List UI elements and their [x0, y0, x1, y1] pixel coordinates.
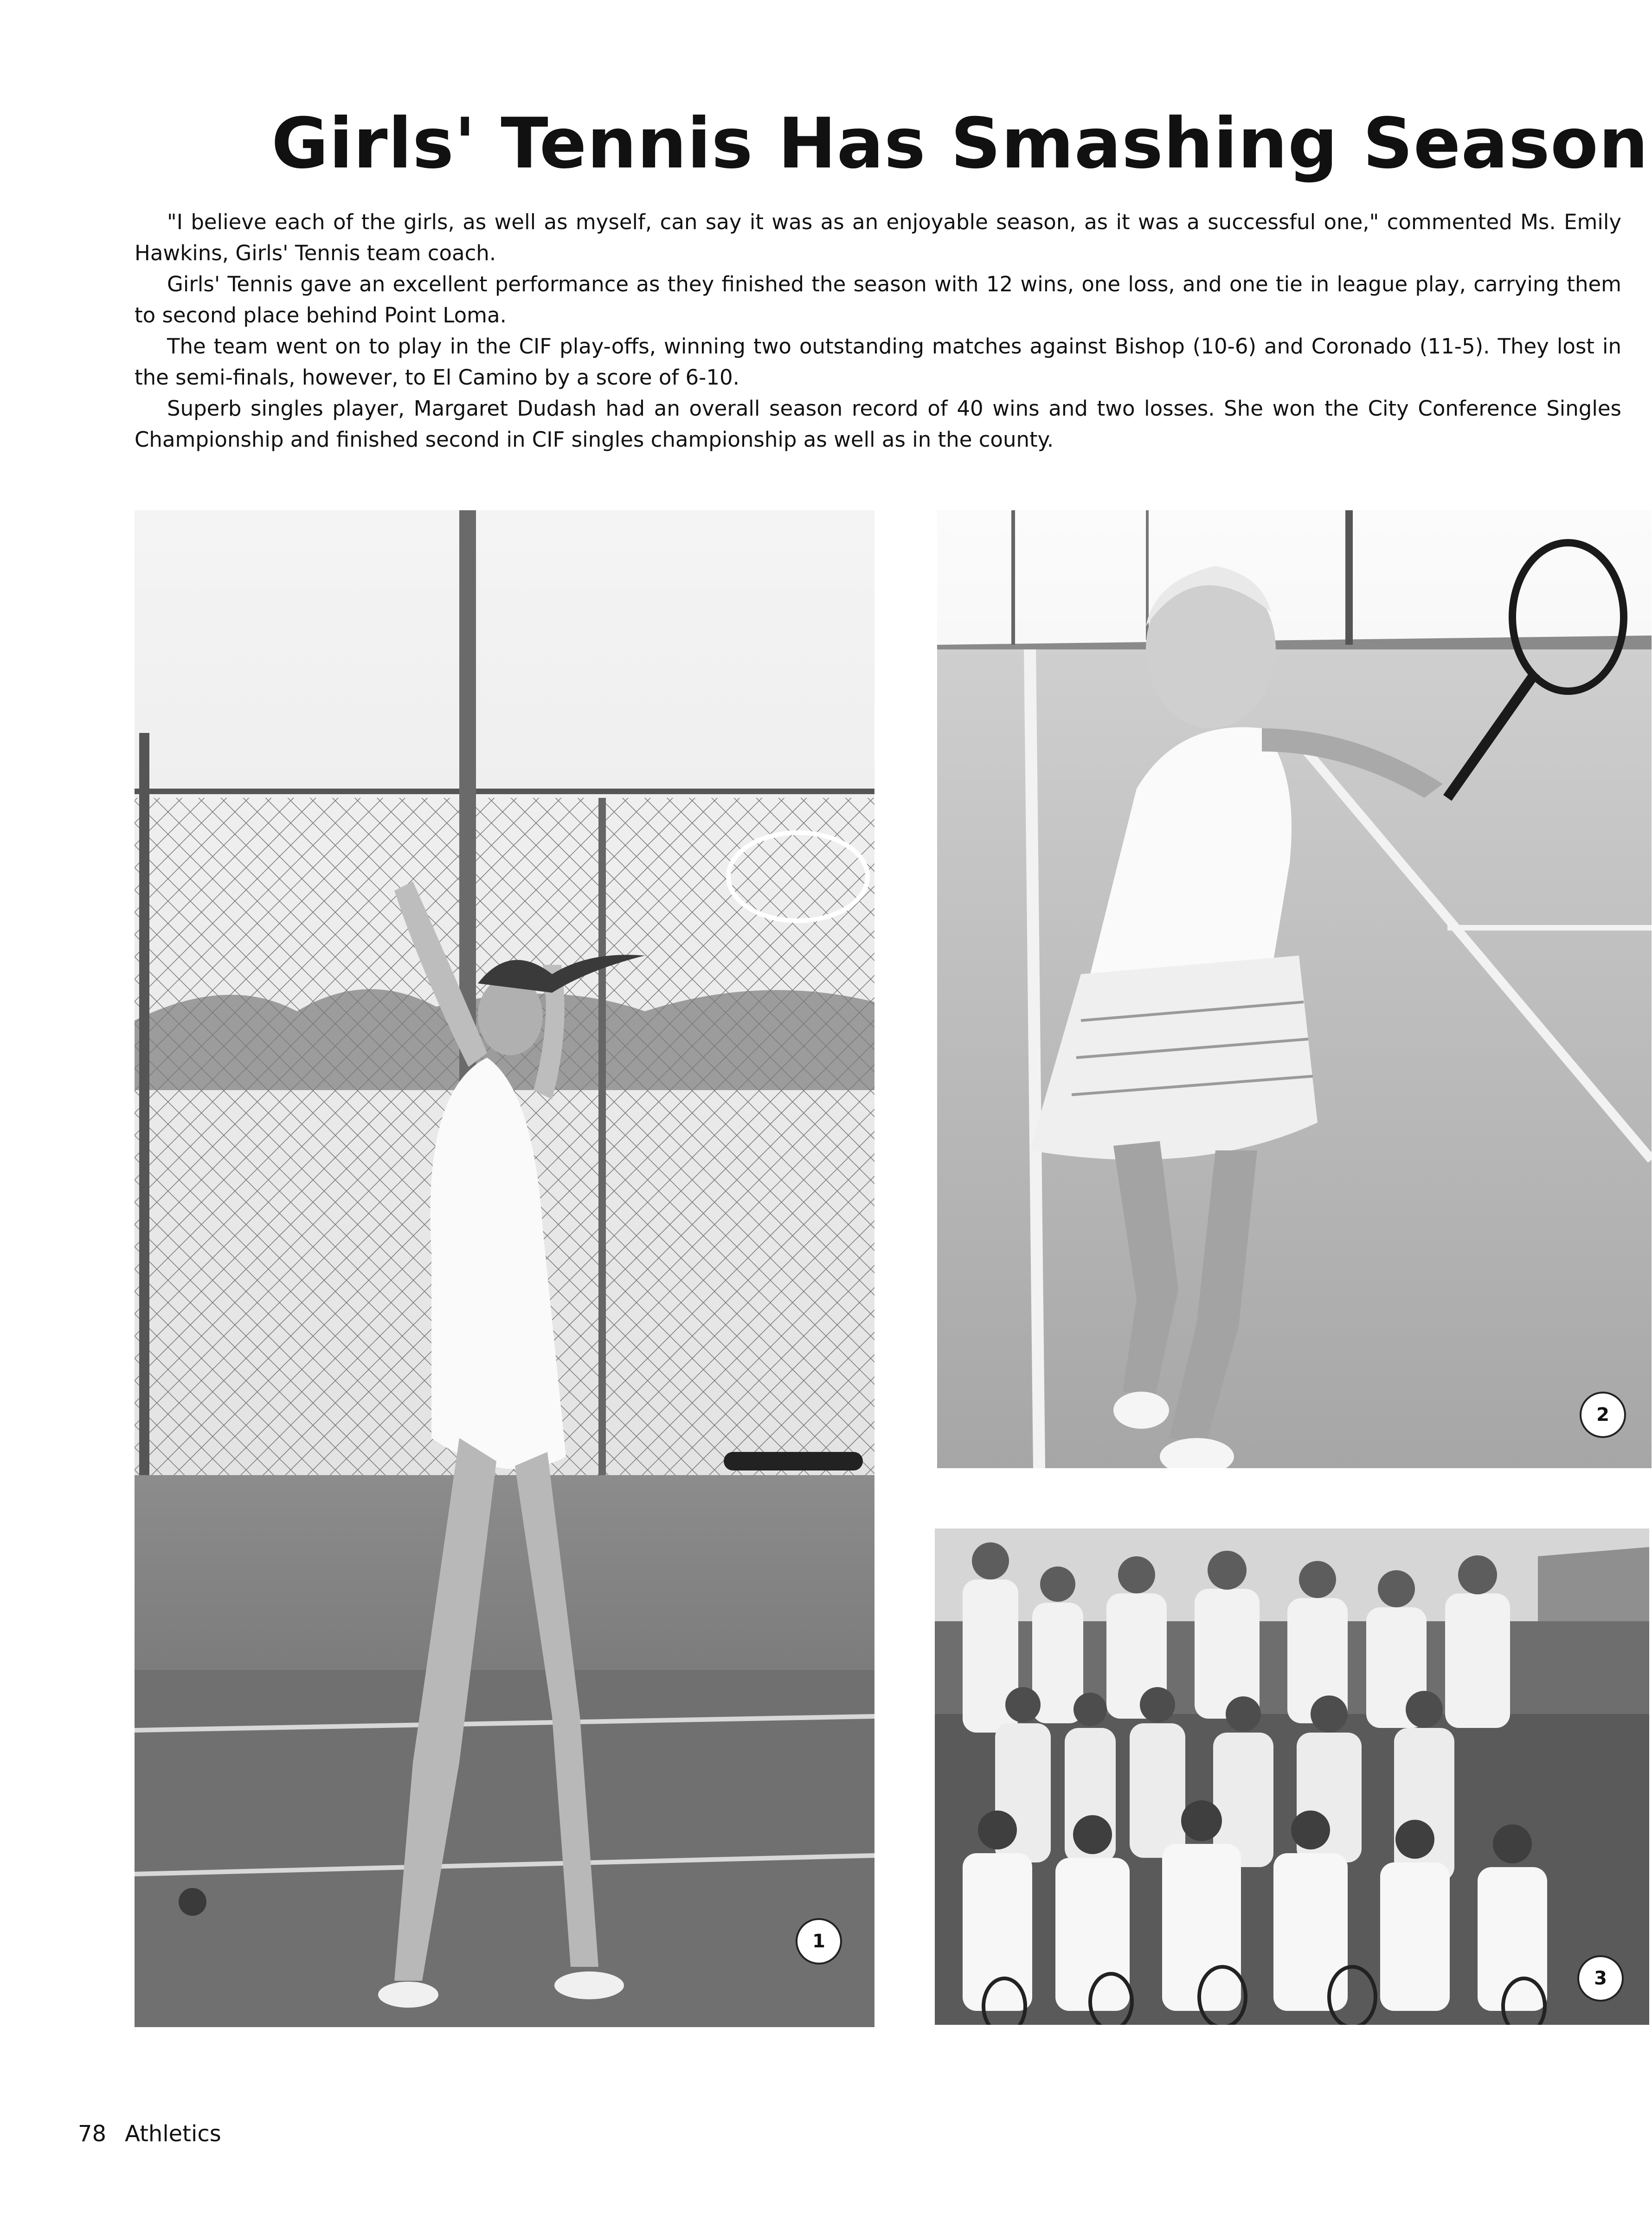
photo-team-portrait-image — [935, 1528, 1649, 2025]
article-paragraph: "I believe each of the girls, as well as myself, can say it was as an enjoyable season, as it was a successful one," commented Ms. Emily Hawkins, Girls' Tennis team coach. — [135, 210, 1621, 265]
photo-forehand-player-image — [937, 510, 1652, 1468]
article-body — [135, 206, 1621, 455]
article-paragraph: Girls' Tennis gave an excellent performance as they finished the season with 12 wins, one loss, and one tie in league play, carrying them to second place behind Point Loma. — [135, 272, 1621, 327]
article-paragraph: The team went on to play in the CIF play-offs, winning two outstanding matches against Bishop (10-6) and Coronado (11-5). They lost in the semi-finals, however, to El Camino by a score of 6-10. — [135, 334, 1621, 390]
page-title: Girls' Tennis Has Smashing Season — [271, 103, 1649, 184]
photo-serving-player — [135, 510, 874, 2027]
photo-serving-player-image — [135, 510, 874, 2027]
photo-forehand-player — [937, 510, 1652, 1468]
page-number: 78 — [78, 2121, 107, 2147]
article-paragraph: Superb singles player, Margaret Dudash had an overall season record of 40 wins and two losses. She won the City Conference Singles Championship and finished second in CIF singles championship as well as in the county. — [135, 396, 1621, 452]
page-footer — [78, 2120, 221, 2148]
photo-number-badge: 2 — [1580, 1392, 1626, 1438]
photo-team-portrait — [935, 1528, 1649, 2025]
photo-number-badge: 3 — [1577, 1955, 1624, 2002]
photo-number-badge: 1 — [796, 1918, 842, 1965]
section-name: Athletics — [125, 2121, 221, 2147]
